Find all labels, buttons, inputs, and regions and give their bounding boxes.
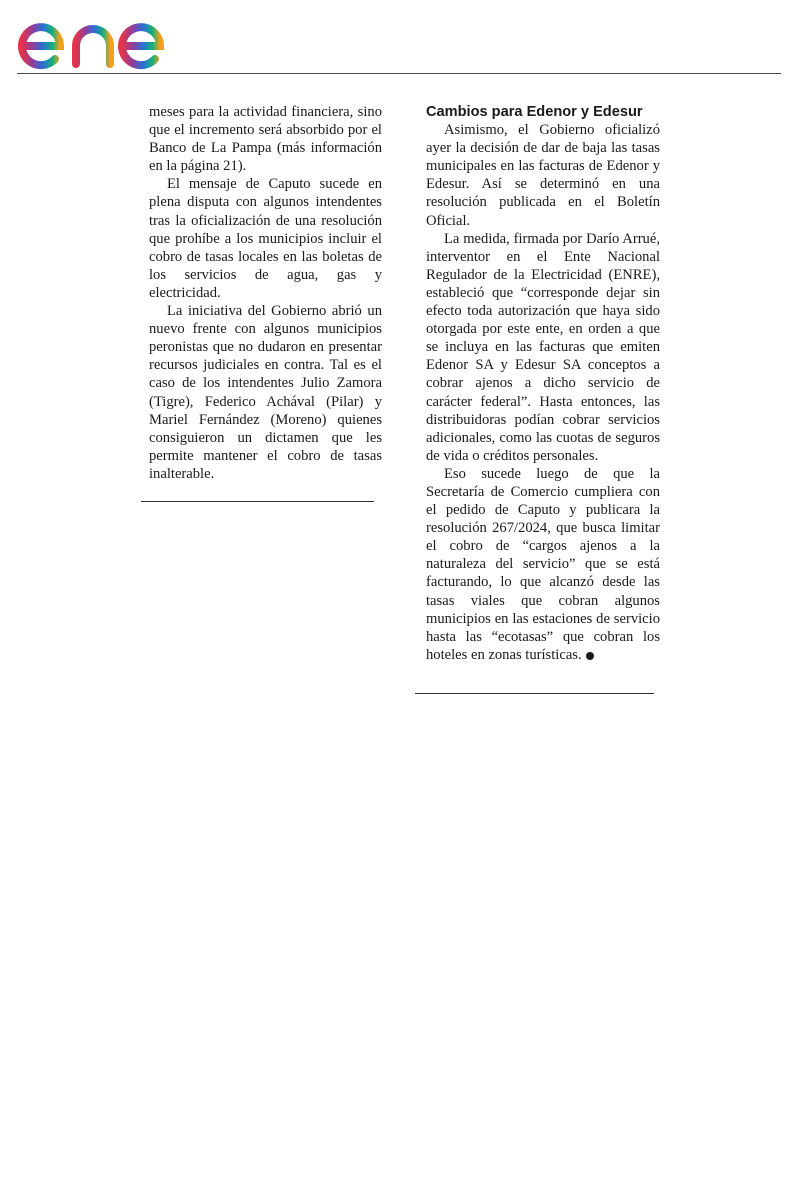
article-column-1 [149,103,382,483]
article-column-2 [426,103,660,664]
paragraph: meses para la actividad financiera, sino que el incremento será absorbido por el Banco de La Pampa (más información en la página 21). [149,104,382,175]
enel-logo [14,6,184,70]
paragraph: El mensaje de Caputo sucede en plena disputa con algunos intendentes tras la oficialización de una resolución que prohíbe a los municipios incluir el cobro de tasas locales en las boletas de los servicios de agua, gas y electricidad. [149,176,382,301]
column-2-end-rule [415,693,654,694]
paragraph: Asimismo, el Gobierno oficializó ayer la decisión de dar de baja las tasas municipales en las facturas de Edenor y Edesur. Así se determinó en una resolución publicada en el Boletín Oficial. [426,122,660,229]
paragraph-text: La medida, firmada por Darío Arrué, interventor en el Ente Nacional Regulador de la Electricidad (ENRE), estableció que “corresponde dejar sin efecto toda autorización que haya sido otorgada por este ente, en orden a que se incluya en las facturas que emiten Edenor SA y Edesur SA conceptos a cobrar ajenos a dicho servicio de carácter federal”. Hasta entonces, las distribuidoras podían cobrar servicios adicionales, como las cuotas de seguros de vida o créditos personales. [426,230,660,464]
subheading: Cambios para Edenor y Edesur [426,104,643,120]
paragraph: La iniciativa del Gobierno abrió un nuevo frente con algunos municipios peronistas que no dudaron en presentar recursos judiciales en contra. Tal es el caso de los intendentes Julio Zamora (Tigre), Federico Achával (Pilar) y Mariel Fernández (Moreno) quienes consiguieron un dictamen que les permite mantener el cobro de tasas inalterable. [149,303,382,482]
end-of-article-bullet-icon [586,652,594,660]
paragraph [426,465,660,664]
paragraph [426,230,660,465]
paragraph-text: Eso sucede luego de que la Secretaría de Comercio cumpliera con el pedido de Caputo y publicara la resolución 267/2024, que busca limitar el cobro de “cargos ajenos a la naturaleza del servicio” que se está facturando, lo que alcanzó desde las tasas viales que cobran algunos municipios en las estaciones de servicio hasta las “ecotasas” que cobran los hoteles en zonas turísticas. [426,465,660,663]
column-1-end-rule [141,501,374,502]
header-rule [17,73,781,74]
